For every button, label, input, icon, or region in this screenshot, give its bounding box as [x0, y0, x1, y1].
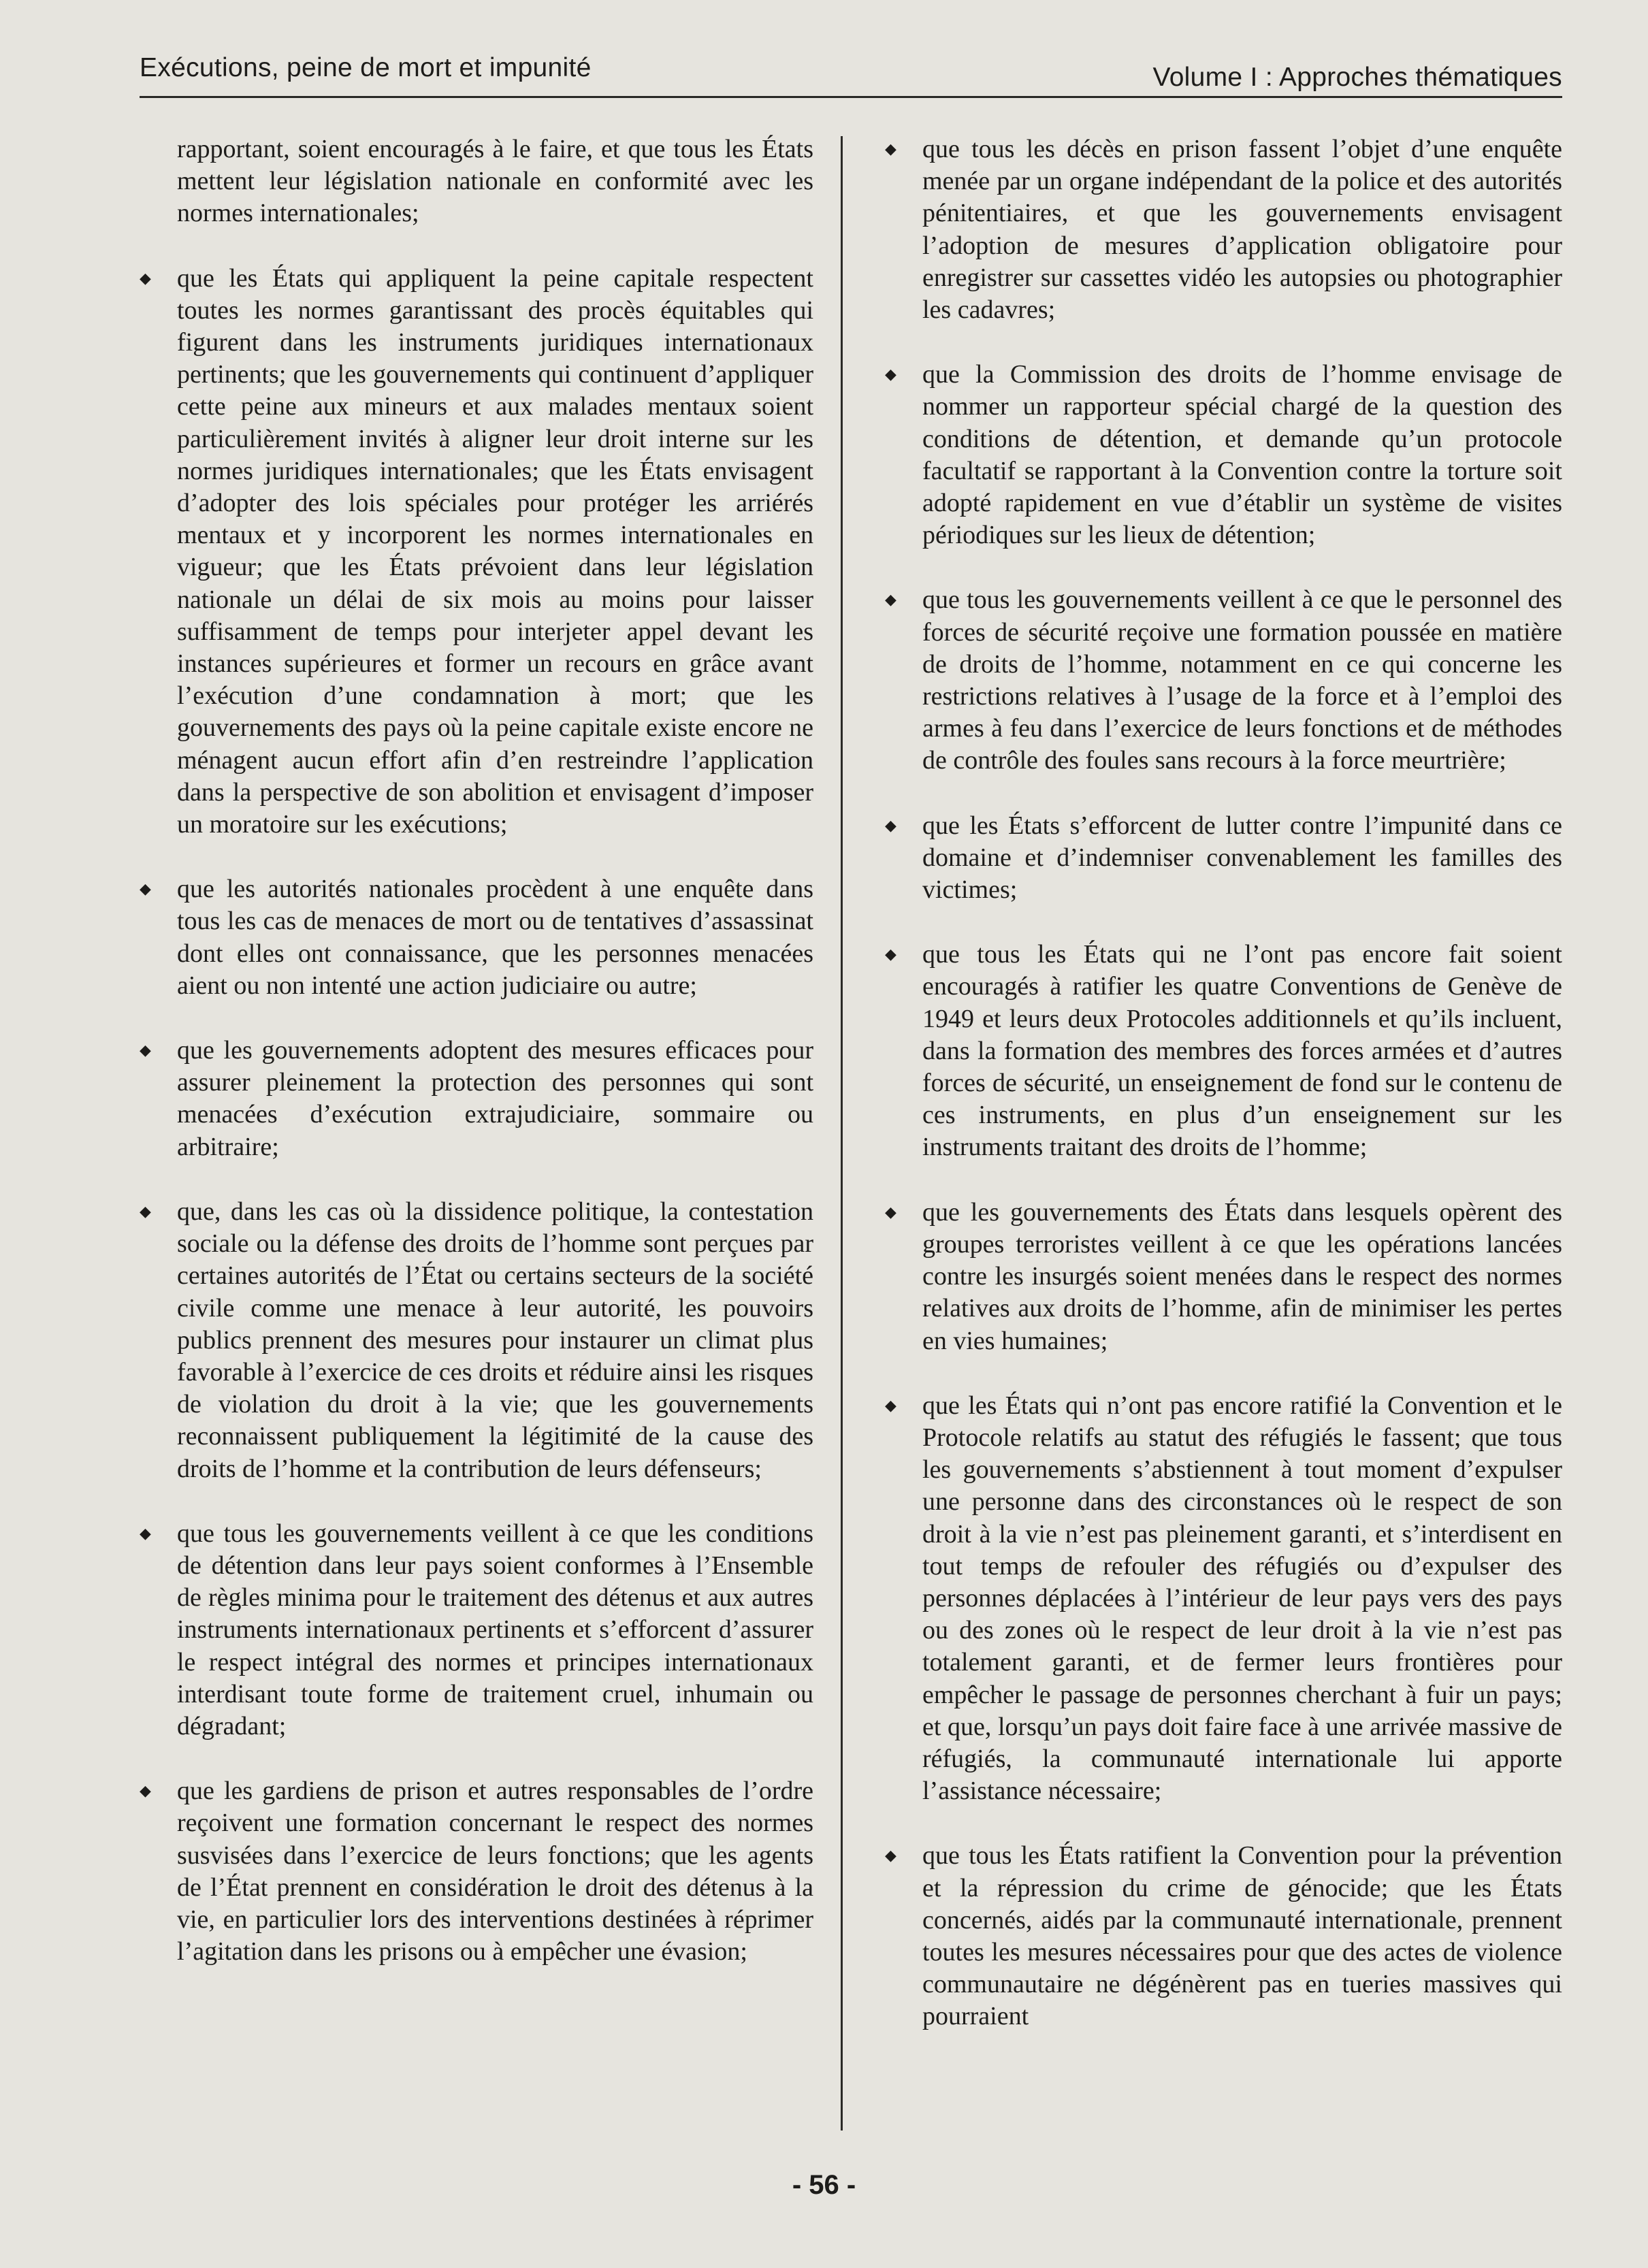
list-item-text: que tous les gouvernements veillent à ce que les conditions de détention dans leur pays soient conformes à l’Ensemble de règles minima pour le traitement des détenus et aux autres instruments internationaux pertinents et s’efforcent d’assurer le respect intégral des normes et principes internationaux interdisant toute forme de traitement cruel, inhumain ou dégradant;: [177, 1519, 813, 1740]
diamond-bullet-icon: ◆: [885, 1847, 896, 1865]
list-item: [140, 1035, 813, 1163]
list-item-text: que les États s’efforcent de lutter contre l’impunité dans ce domaine et d’indemniser convenablement les familles des victimes;: [922, 811, 1562, 905]
diamond-bullet-icon: ◆: [885, 366, 896, 384]
diamond-bullet-icon: ◆: [140, 881, 151, 898]
list-item-text: que tous les décès en prison fassent l’objet d’une enquête menée par un organe indépendant de la police et des autorités pénitentiaires, et que les gouvernements envisagent l’adoption de mesures d’application obligatoire pour enregistrer sur cassettes vidéo les autopsies ou photographier les cadavres;: [922, 135, 1562, 325]
list-item-text: que les autorités nationales procèdent à une enquête dans tous les cas de menaces de mort ou de tentatives d’assassinat dont elles ont connaissance, que les personnes menacées aient ou non intenté une action judiciaire ou autre;: [177, 875, 813, 1000]
list-item-text: que les États qui appliquent la peine capitale respectent toutes les normes garantissant des procès équitables qui figurent dans les instruments juridiques internationaux pertinents; que les gouvernements qui continuent d’appliquer cette peine aux mineurs et aux malades mentaux soient particulièrement invités à aligner leur droit interne sur les normes juridiques internationales; que les États envisagent d’adopter des lois spéciales pour protéger les arriérés mentaux et y incorporent les normes internationales en vigueur; que les États prévoient dans leur législation nationale un délai de six mois au moins pour laisser suffisamment de temps pour interjeter appel devant les instances supérieures et former un recours en grâce avant l’exécution d’une condamnation à mort; que les gouvernements des pays où la peine capitale existe encore ne ménagent aucun effort afin d’en restreindre l’application dans la perspective de son abolition et envisagent d’imposer un moratoire sur les exécutions;: [177, 263, 813, 839]
page-number: - 56 -: [792, 2170, 856, 2200]
list-item-text: que les gouvernements des États dans lesquels opèrent des groupes terroristes veillent à ce que les opérations lancées contre les insurgés soient menées dans le respect des normes relatives aux droits de l’homme, afin de minimiser les pertes en vies humaines;: [922, 1197, 1562, 1355]
header-title-left: Exécutions, peine de mort et impunité: [140, 53, 592, 82]
diamond-bullet-icon: ◆: [885, 946, 896, 964]
list-item: [140, 263, 813, 841]
list-item: [140, 1518, 813, 1743]
list-item: [140, 1196, 813, 1485]
running-header: [140, 49, 1562, 97]
list-item: [885, 1840, 1562, 2032]
diamond-bullet-icon: ◆: [140, 1042, 151, 1060]
list-item: [885, 133, 1562, 326]
diamond-bullet-icon: ◆: [885, 817, 896, 835]
list-item: [885, 359, 1562, 551]
list-item: [140, 1775, 813, 1968]
list-item: [885, 939, 1562, 1163]
continued-paragraph: rapportant, soient encouragés à le faire, et que tous les États mettent leur législation nationale en conformité avec les normes internationales;: [177, 135, 813, 228]
diamond-bullet-icon: ◆: [140, 1203, 151, 1220]
list-item-text: que, dans les cas où la dissidence politique, la contestation sociale ou la défense des droits de l’homme sont perçues par certaines autorités de l’État ou certains secteurs de la société civile comme une menace à leur autorité, les pouvoirs publics prennent des mesures pour instaurer un climat plus favorable à l’exercice de ces droits et réduire ainsi les risques de violation du droit à la vie; que les gouvernements reconnaissent publiquement la légitimité de la cause des droits de l’homme et la contribution de leurs défenseurs;: [177, 1197, 813, 1483]
list-item: [885, 584, 1562, 777]
diamond-bullet-icon: ◆: [140, 1783, 151, 1800]
list-item: [885, 1390, 1562, 1808]
right-column: [885, 133, 1562, 2066]
list-item-text: que les gouvernements adoptent des mesures efficaces pour assurer pleinement la protection des personnes qui sont menacées d’exécution extrajudiciaire, sommaire ou arbitraire;: [177, 1036, 813, 1161]
diamond-bullet-icon: ◆: [885, 592, 896, 609]
left-column: [140, 133, 813, 2000]
list-item: [885, 810, 1562, 907]
diamond-bullet-icon: ◆: [140, 270, 151, 287]
list-item-text: que les États qui n’ont pas encore ratifié la Convention et le Protocole relatifs au statut des réfugiés le fassent; que tous les gouvernements s’abstiennent à tout moment d’expulser une personne dans des circonstances où le respect de son droit à la vie n’est pas pleinement garanti, et s’interdisent en tout temps de refouler des réfugiés ou d’expulser des personnes déplacées à l’intérieur de leur pays vers des pays ou des zones où le respect de leur droit à la vie n’est pas totalement garanti, et de fermer leurs frontières pour empêcher le passage de personnes cherchant à fuir un pays; et que, lorsqu’un pays doit faire face à une arrivée massive de réfugiés, la communauté internationale lui apporte l’assistance nécessaire;: [922, 1391, 1562, 1806]
list-item-text: que tous les gouvernements veillent à ce que le personnel des forces de sécurité reçoive une formation poussée en matière de droits de l’homme, notamment en ce qui concerne les restrictions relatives à l’usage de la force et à l’emploi des armes à feu dans l’exercice de leurs fonctions et de méthodes de contrôle des foules sans recours à la force meurtrière;: [922, 585, 1562, 775]
diamond-bullet-icon: ◆: [885, 141, 896, 158]
list-item-text: que tous les États qui ne l’ont pas encore fait soient encouragés à ratifier les quatre Conventions de Genève de 1949 et leurs deux Protocoles additionnels et qu’ils incluent, dans la formation des membres des forces armées et d’autres forces de sécurité, un enseignement de fond sur le contenu de ces instruments, en plus d’un enseignement sur les instruments traitant des droits de l’homme;: [922, 940, 1562, 1162]
diamond-bullet-icon: ◆: [140, 1525, 151, 1542]
column-divider: [841, 136, 843, 2131]
list-item: [140, 873, 813, 1002]
list-item-text: que tous les États ratifient la Convention pour la prévention et la répression du crime de génocide; que les États concernés, aidés par la communauté internationale, prennent toutes les mesures nécessaires pour que des actes de violence communautaire ne dégénèrent pas en tueries massives qui pourraient: [922, 1841, 1562, 2031]
list-item-text: que les gardiens de prison et autres responsables de l’ordre reçoivent une formation concernant le respect des normes susvisées dans l’exercice de leurs fonctions; que les agents de l’État prennent en considération le droit des détenus à la vie, en particulier lors des interventions destinées à réprimer l’agitation dans les prisons ou à empêcher une évasion;: [177, 1777, 813, 1966]
header-title-right: Volume I : Approches thématiques: [1152, 63, 1562, 92]
list-item: [885, 1197, 1562, 1357]
diamond-bullet-icon: ◆: [885, 1397, 896, 1414]
header-rule: [140, 96, 1562, 98]
diamond-bullet-icon: ◆: [885, 1203, 896, 1221]
list-item-text: que la Commission des droits de l’homme envisage de nommer un rapporteur spécial chargé de la question des conditions de détention, et demande qu’un protocole facultatif se rapportant à la Convention contre la torture soit adopté rapidement en vue d’établir un système de visites périodiques sur les lieux de détention;: [922, 360, 1562, 550]
